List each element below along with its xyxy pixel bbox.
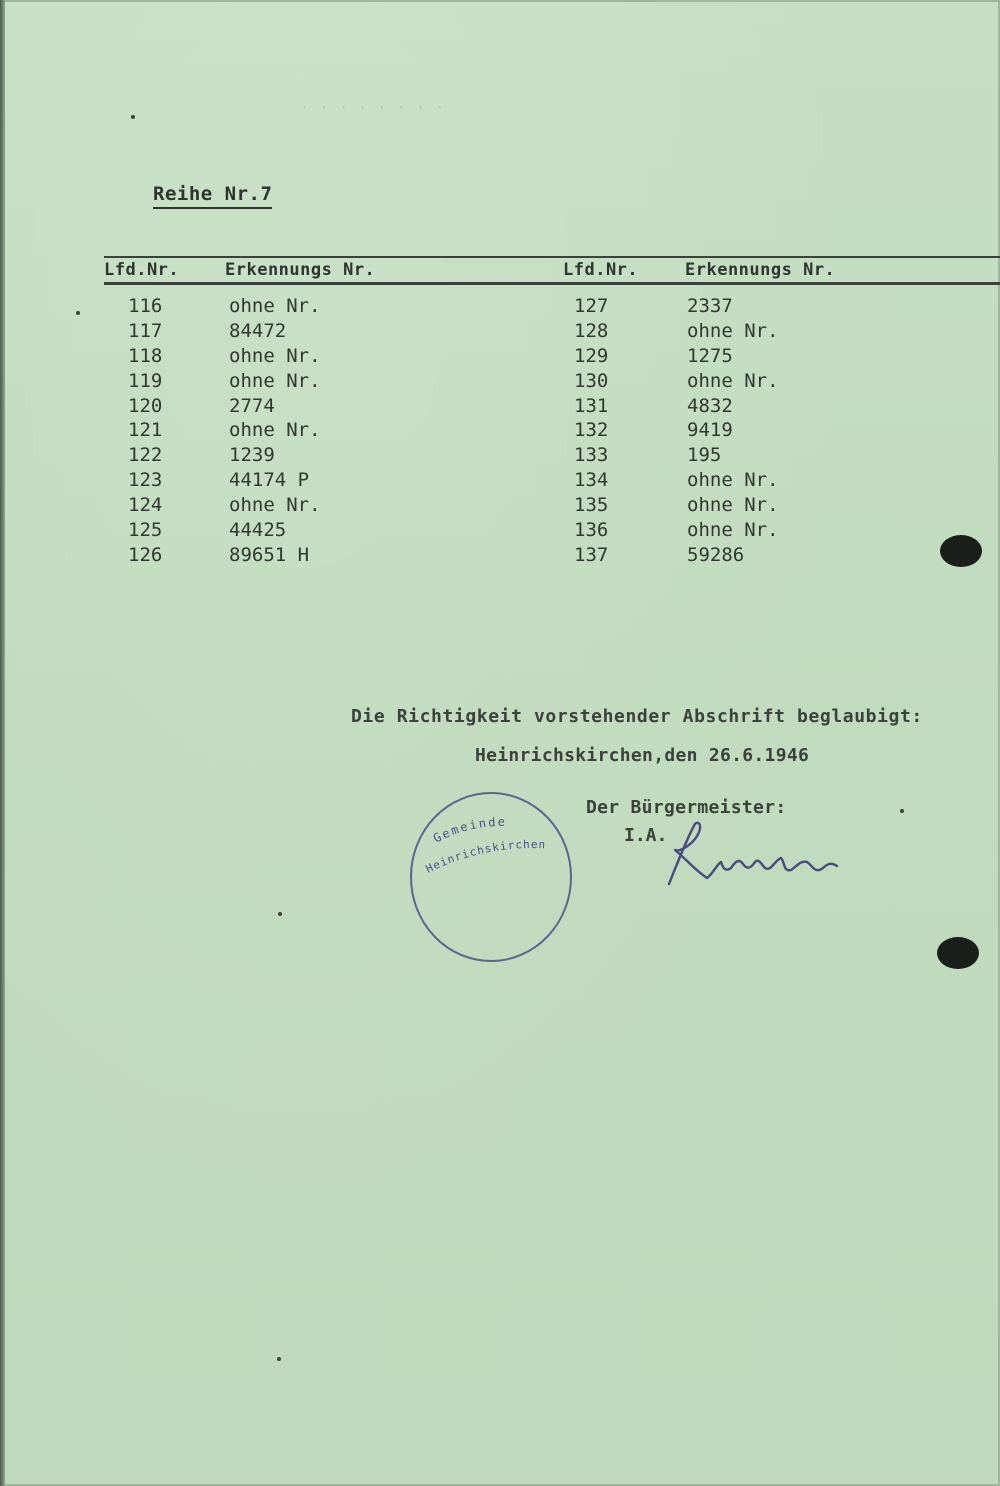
ink-speck [900,809,904,813]
table-cell: 125 [128,519,163,542]
page-edge [0,0,5,1486]
svg-text:Heinrichskirchen [424,838,547,876]
punch-hole [940,535,982,567]
table-cell: 2337 [687,295,733,317]
table-cell: 89651 H [229,543,310,566]
mayor-title: Der Bürgermeister: [586,797,787,818]
table-cell: 133 [574,444,609,467]
ink-speck [76,311,80,315]
punch-hole [937,937,979,969]
ink-speck [277,1357,281,1361]
table-cell: 59286 [687,543,745,566]
table-cell: 118 [128,344,163,367]
place-date-line: Heinrichskirchen,den 26.6.1946 [475,745,810,766]
table-cell: 1275 [687,344,733,367]
left-number-column [128,294,162,568]
table-cell: ohne Nr. [687,519,779,542]
right-number-column [574,294,608,568]
table-top-rule [104,256,1000,258]
table-cell: ohne Nr. [229,369,321,392]
table-cell: 129 [574,344,609,367]
table-cell: 117 [128,319,163,342]
table-cell: 123 [128,469,163,492]
header-right-number: Lfd.Nr. [563,260,639,280]
header-right-id: Erkennungs Nr. [685,260,836,280]
table-header-rule [104,282,1000,285]
table-cell: 124 [128,494,163,517]
bleed-through: · · · · · · · · [300,98,445,117]
table-cell: ohne Nr. [687,369,779,392]
table-cell: 128 [574,319,609,342]
certification-line: Die Richtigkeit vorstehender Abschrift beglaubigt: [351,706,923,727]
table-cell: ohne Nr. [687,319,779,342]
table-cell: ohne Nr. [229,344,321,367]
table-cell: 122 [128,444,163,467]
table-cell: ohne Nr. [687,494,779,517]
table-cell: 136 [574,519,609,542]
table-cell: 44425 [229,519,287,542]
table-cell: 137 [574,543,609,566]
table-cell: 130 [574,369,609,392]
table-cell: 2774 [229,394,275,417]
table-cell: ohne Nr. [229,419,321,442]
series-title: Reihe Nr.7 [153,183,272,209]
left-id-column [229,294,321,568]
table-cell: 126 [128,543,163,566]
table-cell: 135 [574,494,609,517]
signature-mark [655,818,845,890]
table-cell: ohne Nr. [229,295,321,317]
stamp-line-2: Heinrichskirchen [423,837,547,876]
table-cell: 120 [128,394,163,417]
table-cell: 131 [574,394,609,417]
municipal-stamp [408,791,574,963]
stamp-line-1: Gemeinde [430,815,507,846]
table-cell: 121 [128,419,163,442]
signature-prefix: I.A. [624,825,668,846]
table-cell: 127 [574,295,609,317]
table-cell: 119 [128,369,163,392]
table-cell: 134 [574,469,609,492]
table-cell: 4832 [687,394,733,417]
header-left-id: Erkennungs Nr. [225,260,376,280]
table-cell: ohne Nr. [229,494,321,517]
table-cell: 116 [128,295,163,317]
table-cell: 195 [687,444,722,467]
table-cell: 44174 P [229,469,310,492]
table-cell: 84472 [229,319,287,342]
ink-speck [278,912,282,916]
table-cell: 132 [574,419,609,442]
ink-speck [131,115,135,119]
header-left-number: Lfd.Nr. [104,260,180,280]
right-id-column [687,294,779,568]
table-cell: 1239 [229,444,275,467]
table-cell: ohne Nr. [687,469,779,492]
table-cell: 9419 [687,419,733,442]
